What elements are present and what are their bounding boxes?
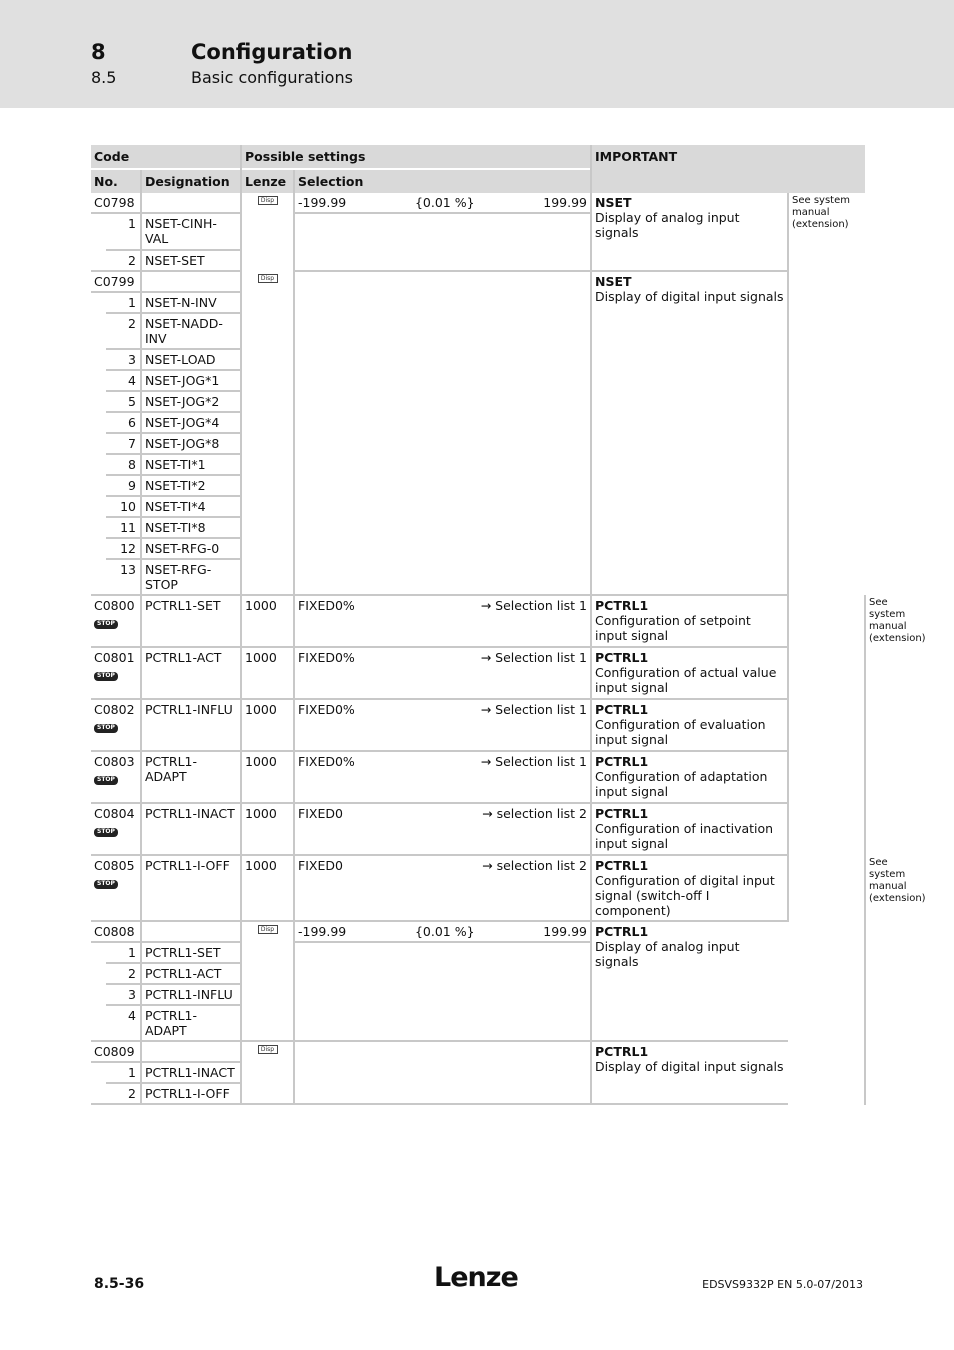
- parameter-table: [91, 145, 926, 1105]
- table-row: [91, 1041, 865, 1062]
- important-cell: [591, 1041, 788, 1104]
- designation-cell: NSET-JOG*1: [141, 370, 241, 391]
- code-value: C0805: [94, 858, 135, 873]
- designation-cell: PCTRL1-ACT: [141, 647, 241, 699]
- designation-cell: NSET-TI*2: [141, 475, 241, 496]
- designation-cell: NSET-N-INV: [141, 292, 241, 313]
- important-text: Configuration of digital input signal (switch-off I component): [595, 873, 775, 918]
- selection-list-link[interactable]: → Selection list 1: [480, 650, 588, 665]
- code-cell: C0809: [91, 1041, 141, 1062]
- important-title: NSET: [595, 195, 632, 210]
- disp-icon: Disp: [258, 274, 278, 283]
- subcode-number: 6: [106, 412, 141, 433]
- designation-cell: PCTRL1-SET: [141, 595, 241, 647]
- selection-list-link[interactable]: → selection list 2: [482, 858, 588, 873]
- designation-cell: NSET-JOG*4: [141, 412, 241, 433]
- subcode-number: 1: [106, 942, 141, 963]
- important-cell: [591, 595, 788, 647]
- designation-cell: NSET-TI*1: [141, 454, 241, 475]
- important-title: NSET: [595, 274, 632, 289]
- subcode-number: 11: [106, 517, 141, 538]
- lenze-cell: [241, 193, 294, 271]
- subcode-number: 3: [106, 349, 141, 370]
- designation-cell: PCTRL1-I-OFF: [141, 1083, 241, 1104]
- selection-list-link[interactable]: → selection list 2: [482, 806, 588, 821]
- disp-icon: Disp: [258, 1045, 278, 1054]
- chapter-title: Configuration: [191, 40, 353, 64]
- header-code: Code: [91, 145, 241, 169]
- table-row: [91, 803, 865, 855]
- designation-cell: NSET-JOG*8: [141, 433, 241, 454]
- subcode-number: 2: [106, 963, 141, 984]
- important-cell: [591, 751, 788, 803]
- table-row: [91, 699, 865, 751]
- lenze-cell: 1000: [241, 647, 294, 699]
- code-cell: [91, 699, 141, 751]
- designation-cell: PCTRL1-INFLU: [141, 699, 241, 751]
- selection-cell: [294, 1041, 591, 1104]
- selection-cell: [294, 647, 591, 699]
- lenze-cell: [241, 921, 294, 1041]
- designation-cell: NSET-JOG*2: [141, 391, 241, 412]
- subcode-number: 7: [106, 433, 141, 454]
- indent-cell: [91, 213, 106, 250]
- selection-value: FIXED0%: [298, 754, 355, 769]
- designation-cell: NSET-NADD-INV: [141, 313, 241, 349]
- designation-cell: NSET-LOAD: [141, 349, 241, 370]
- important-text: Display of analog input signals: [595, 939, 740, 969]
- selection-min: -199.99: [298, 924, 347, 939]
- selection-step: {0.01 %}: [414, 924, 475, 939]
- important-text: Configuration of actual value input signal: [595, 665, 777, 695]
- important-text: Configuration of evaluation input signal: [595, 717, 766, 747]
- lenze-cell: [241, 271, 294, 595]
- designation-cell: PCTRL1-ACT: [141, 963, 241, 984]
- stop-icon: STOP: [94, 828, 118, 837]
- important-title: PCTRL1: [595, 1044, 649, 1059]
- designation-cell: PCTRL1-INACT: [141, 803, 241, 855]
- selection-cell: [294, 193, 591, 213]
- subcode-number: 4: [106, 1005, 141, 1041]
- subcode-number: 2: [106, 313, 141, 349]
- selection-cell: [294, 942, 591, 1041]
- subcode-number: 4: [106, 370, 141, 391]
- important-text: Display of analog input signals: [595, 210, 740, 240]
- table-header-row: [91, 145, 865, 169]
- important-text: Configuration of adaptation input signal: [595, 769, 768, 799]
- selection-min: -199.99: [298, 195, 347, 210]
- designation-cell: NSET-TI*8: [141, 517, 241, 538]
- selection-cell: [294, 751, 591, 803]
- designation-cell: [141, 921, 241, 942]
- subcode-number: 1: [106, 292, 141, 313]
- header-possible-settings: Possible settings: [241, 145, 591, 169]
- code-cell: [91, 751, 141, 803]
- important-title: PCTRL1: [595, 702, 649, 717]
- disp-icon: Disp: [258, 925, 278, 934]
- important-text: Display of digital input signals: [595, 289, 784, 304]
- selection-list-link[interactable]: → Selection list 1: [480, 754, 588, 769]
- selection-max: 199.99: [543, 924, 587, 939]
- subcode-number: 2: [106, 1083, 141, 1104]
- code-value: C0801: [94, 650, 135, 665]
- designation-cell: NSET-RFG-0: [141, 538, 241, 559]
- document-id: EDSVS9332P EN 5.0-07/2013: [702, 1278, 863, 1291]
- designation-cell: NSET-CINH-VAL: [141, 213, 241, 250]
- designation-cell: PCTRL1-SET: [141, 942, 241, 963]
- stop-icon: STOP: [94, 776, 118, 785]
- disp-icon: Disp: [258, 196, 278, 205]
- designation-cell: PCTRL1-INFLU: [141, 984, 241, 1005]
- indent-cell: [91, 250, 106, 271]
- important-title: PCTRL1: [595, 598, 649, 613]
- table-row: [91, 193, 865, 213]
- important-text: Configuration of inactivation input signal: [595, 821, 774, 851]
- subcode-number: 12: [106, 538, 141, 559]
- important-title: PCTRL1: [595, 806, 649, 821]
- selection-cell: [294, 213, 591, 271]
- important-cell: [591, 193, 788, 271]
- designation-cell: PCTRL1-ADAPT: [141, 751, 241, 803]
- important-title: PCTRL1: [595, 924, 649, 939]
- stop-icon: STOP: [94, 724, 118, 733]
- code-value: C0800: [94, 598, 135, 613]
- important-title: PCTRL1: [595, 858, 649, 873]
- lenze-logo: Lenze: [434, 1262, 518, 1293]
- important-text: Display of digital input signals: [595, 1059, 784, 1074]
- chapter-number: 8: [91, 40, 106, 64]
- subcode-number: 3: [106, 984, 141, 1005]
- code-cell: C0798: [91, 193, 141, 213]
- code-cell: C0808: [91, 921, 141, 942]
- code-cell: [91, 595, 141, 647]
- important-cell: [591, 699, 788, 751]
- header-lenze: Lenze: [241, 169, 294, 193]
- code-cell: [91, 803, 141, 855]
- important-cell: [591, 647, 788, 699]
- table-row: [91, 647, 865, 699]
- selection-cell: [294, 855, 591, 921]
- selection-max: 199.99: [543, 195, 587, 210]
- subcode-number: 13: [106, 559, 141, 595]
- selection-list-link[interactable]: → Selection list 1: [480, 702, 588, 717]
- lenze-cell: 1000: [241, 803, 294, 855]
- manual-note: See system manual (extension): [788, 193, 865, 921]
- subcode-number: 10: [106, 496, 141, 517]
- important-cell: [591, 855, 788, 921]
- header-important: IMPORTANT: [591, 145, 865, 193]
- chapter-header-band: [0, 0, 954, 108]
- designation-cell: NSET-RFG-STOP: [141, 559, 241, 595]
- code-value: C0803: [94, 754, 135, 769]
- important-cell: [591, 803, 788, 855]
- selection-cell: [294, 803, 591, 855]
- selection-value: FIXED0: [298, 858, 343, 873]
- designation-cell: PCTRL1-ADAPT: [141, 1005, 241, 1041]
- important-cell: [591, 271, 788, 595]
- designation-cell: NSET-SET: [141, 250, 241, 271]
- lenze-cell: 1000: [241, 699, 294, 751]
- code-cell: [91, 647, 141, 699]
- subcode-number: 2: [106, 250, 141, 271]
- lenze-cell: 1000: [241, 751, 294, 803]
- section-number: 8.5: [91, 68, 117, 87]
- designation-cell: PCTRL1-INACT: [141, 1062, 241, 1083]
- code-value: C0804: [94, 806, 135, 821]
- important-title: PCTRL1: [595, 754, 649, 769]
- designation-cell: [141, 1041, 241, 1062]
- code-cell: C0799: [91, 271, 141, 292]
- lenze-cell: 1000: [241, 595, 294, 647]
- stop-icon: STOP: [94, 880, 118, 889]
- selection-cell: [294, 595, 591, 647]
- table-row: [91, 751, 865, 803]
- subcode-number: 5: [106, 391, 141, 412]
- selection-cell: [294, 271, 591, 595]
- table-row: [91, 921, 865, 942]
- table-row: C0805 STOP PCTRL1-I-OFF 1000 FIXED0 → selection list 2 PCTRL1 Configuration of digital input signal (switch-off I component) See system manual (extension): [91, 855, 865, 921]
- important-cell: [591, 921, 788, 1041]
- selection-value: FIXED0%: [298, 702, 355, 717]
- section-title: Basic configurations: [191, 68, 353, 87]
- subcode-number: 9: [106, 475, 141, 496]
- designation-cell: PCTRL1-I-OFF: [141, 855, 241, 921]
- table-row: C0800 STOP PCTRL1-SET 1000 FIXED0% → Selection list 1 PCTRL1 Configuration of setpoint input signal See system manual (extension): [91, 595, 865, 647]
- designation-cell: [141, 193, 241, 213]
- table-row: [91, 271, 865, 292]
- selection-cell: [294, 921, 591, 942]
- selection-list-link[interactable]: → Selection list 1: [480, 598, 588, 613]
- lenze-cell: 1000: [241, 855, 294, 921]
- header-no: No.: [91, 169, 141, 193]
- important-title: PCTRL1: [595, 650, 649, 665]
- selection-step: {0.01 %}: [414, 195, 475, 210]
- selection-value: FIXED0%: [298, 650, 355, 665]
- stop-icon: STOP: [94, 672, 118, 681]
- header-designation: Designation: [141, 169, 241, 193]
- selection-value: FIXED0%: [298, 598, 355, 613]
- page-number: 8.5-36: [94, 1276, 145, 1292]
- designation-cell: NSET-TI*4: [141, 496, 241, 517]
- selection-value: FIXED0: [298, 806, 343, 821]
- important-text: Configuration of setpoint input signal: [595, 613, 751, 643]
- subcode-number: 1: [106, 213, 141, 250]
- subcode-number: 1: [106, 1062, 141, 1083]
- stop-icon: STOP: [94, 620, 118, 629]
- designation-cell: [141, 271, 241, 292]
- code-value: C0802: [94, 702, 135, 717]
- lenze-cell: [241, 1041, 294, 1104]
- selection-cell: [294, 699, 591, 751]
- header-selection: Selection: [294, 169, 591, 193]
- code-cell: [91, 855, 141, 921]
- subcode-number: 8: [106, 454, 141, 475]
